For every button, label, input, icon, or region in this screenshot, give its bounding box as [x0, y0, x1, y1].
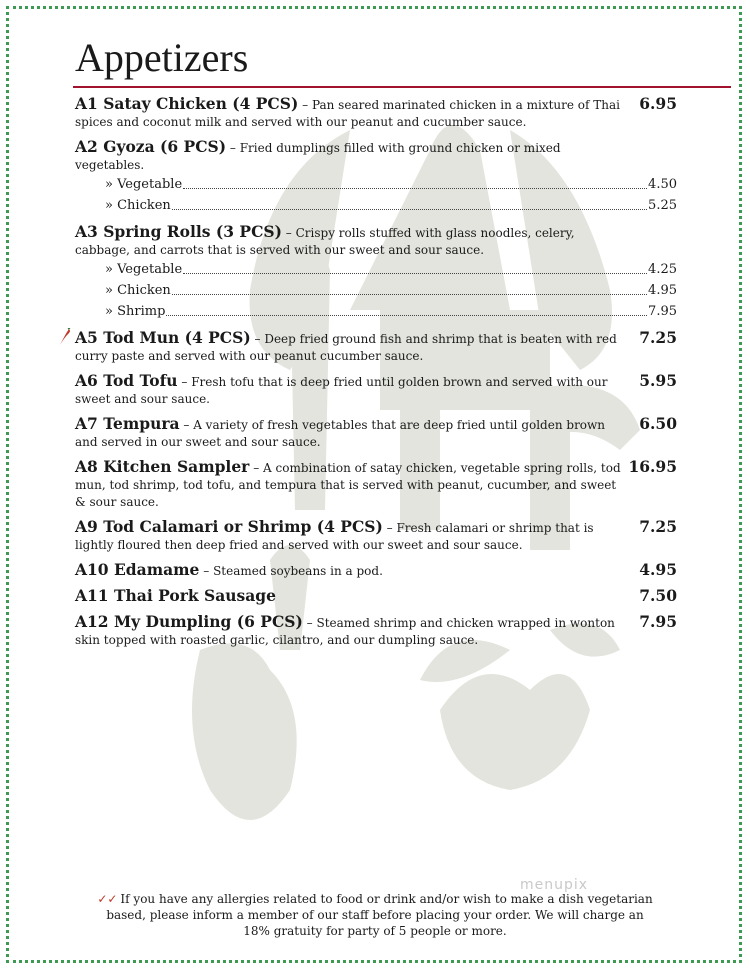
item-price: 7.25 [639, 328, 677, 347]
option-label: » Vegetable [105, 177, 183, 192]
dot-leader [172, 280, 647, 295]
menu-item [75, 329, 677, 365]
item-price: 6.50 [639, 414, 677, 433]
item-price: 5.95 [639, 371, 677, 390]
item-name: A3 Spring Rolls (3 PCS) [75, 222, 282, 241]
allergy-notice [95, 891, 655, 939]
dash-separator: – [181, 375, 188, 389]
dash-separator: – [386, 521, 393, 535]
item-option [75, 280, 677, 301]
dash-separator: – [203, 564, 210, 578]
option-label: » Chicken [105, 198, 171, 213]
item-price: 7.25 [639, 517, 677, 536]
appetizer-list [75, 95, 677, 656]
item-name: A1 Satay Chicken (4 PCS) [75, 94, 299, 113]
item-description: Pan seared marinated chicken in a mixture of Thai spices and coconut milk and served with our peanut and cucumber sauce. [75, 98, 621, 129]
item-description: Fried dumplings filled with ground chicken or mixed vegetables. [75, 141, 561, 172]
item-option [75, 259, 677, 280]
item-description: Crispy rolls stuffed with glass noodles, celery, cabbage, and carrots that is served with our sweet and sour sauce. [75, 226, 575, 257]
dash-separator: – [285, 226, 292, 240]
dash-separator: – [229, 141, 236, 155]
item-description: A combination of satay chicken, vegetable spring rolls, tod mun, tod shrimp, tod tofu, and tempura that is served with peanut, cucumber, and sweet & sour sauce. [75, 461, 621, 509]
item-description: Steamed soybeans in a pod. [213, 564, 383, 578]
menu-item [75, 372, 677, 408]
item-name: A8 Kitchen Sampler [75, 457, 250, 476]
title-divider [73, 86, 731, 88]
chili-pepper-icon [58, 328, 72, 346]
option-label: » Chicken [105, 283, 171, 298]
item-name: A5 Tod Mun (4 PCS) [75, 328, 251, 347]
item-name: A11 Thai Pork Sausage [75, 586, 276, 605]
item-price: 7.50 [639, 586, 677, 605]
item-name: A10 Edamame [75, 560, 200, 579]
option-label: » Vegetable [105, 262, 183, 277]
dash-separator: – [183, 418, 190, 432]
item-description: Deep fried ground fish and shrimp that is beaten with red curry paste and served with our peanut cucumber sauce. [75, 332, 617, 363]
item-description: A variety of fresh vegetables that are deep fried until golden brown and served in our sweet and sour sauce. [75, 418, 606, 449]
dash-separator: – [306, 616, 313, 630]
dash-separator: – [254, 332, 261, 346]
dot-leader [172, 195, 647, 210]
menu-item [75, 518, 677, 554]
menu-item [75, 587, 677, 606]
menu-item [75, 95, 677, 131]
menu-item [75, 138, 677, 216]
item-price: 6.95 [639, 94, 677, 113]
item-name: A2 Gyoza (6 PCS) [75, 137, 227, 156]
item-price: 16.95 [628, 457, 677, 476]
menu-item [75, 458, 677, 511]
page-title: Appetizers [75, 35, 249, 80]
option-label: » Shrimp [105, 304, 166, 319]
item-description: Steamed shrimp and chicken wrapped in wonton skin topped with roasted garlic, cilantro, and our dumpling sauce. [75, 616, 615, 647]
option-price: 4.95 [648, 283, 677, 298]
item-name: A9 Tod Calamari or Shrimp (4 PCS) [75, 517, 383, 536]
menu-item [75, 561, 677, 580]
dash-separator: – [302, 98, 309, 112]
dot-leader [183, 174, 647, 189]
item-description: Fresh calamari or shrimp that is lightly floured then deep fried and served with our sweet and sour sauce. [75, 521, 594, 552]
item-option [75, 174, 677, 195]
menu-item [75, 415, 677, 451]
brand-watermark: menupix [520, 877, 589, 893]
option-price: 5.25 [648, 198, 677, 213]
dot-leader [183, 259, 647, 274]
checkmark-icon: ✓✓ [97, 892, 118, 906]
item-price: 7.95 [639, 612, 677, 631]
item-description: Fresh tofu that is deep fried until golden brown and served with our sweet and sour sauce. [75, 375, 608, 406]
option-price: 4.50 [648, 177, 677, 192]
option-price: 7.95 [648, 304, 677, 319]
item-option [75, 301, 677, 322]
allergy-notice-text: If you have any allergies related to food or drink and/or wish to make a dish vegetarian based, please inform a member of our staff before placing your order. We will charge an 18% gratuity for party of 5 people or more. [106, 892, 653, 938]
item-price: 4.95 [639, 560, 677, 579]
dot-leader [166, 301, 647, 316]
item-name: A12 My Dumpling (6 PCS) [75, 612, 303, 631]
menu-item [75, 613, 677, 649]
item-name: A6 Tod Tofu [75, 371, 178, 390]
option-price: 4.25 [648, 262, 677, 277]
item-name: A7 Tempura [75, 414, 180, 433]
item-option [75, 195, 677, 216]
menu-item [75, 223, 677, 322]
dash-separator: – [253, 461, 260, 475]
